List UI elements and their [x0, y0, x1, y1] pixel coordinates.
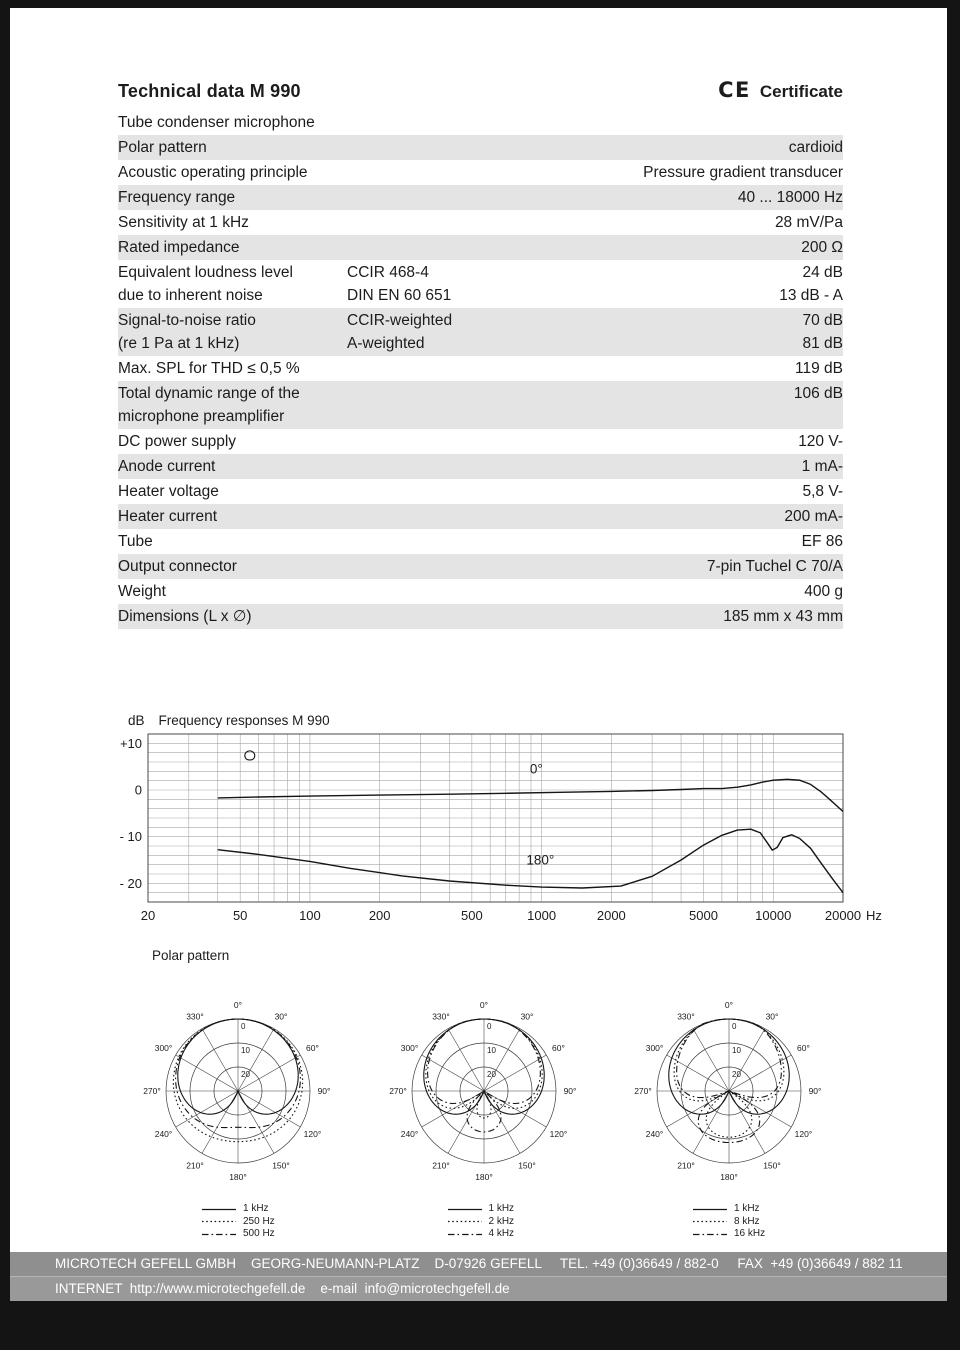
legend-item [202, 1228, 275, 1241]
legend-line-sample [202, 1218, 236, 1225]
certificate-badge [718, 78, 843, 102]
polar-ring-label: 0 [486, 1022, 491, 1031]
svg-text:330°: 330° [677, 1011, 695, 1022]
spec-value: 106 dB [793, 385, 843, 402]
svg-text:300°: 300° [154, 1043, 173, 1053]
svg-text:120°: 120° [549, 1129, 567, 1139]
freq-chart-heading [128, 713, 843, 728]
spec-value: 70 dB 81 dB [802, 312, 843, 352]
spec-condition [347, 136, 613, 159]
spec-condition [347, 430, 613, 453]
legend-line-sample [448, 1218, 482, 1225]
svg-text:210°: 210° [186, 1160, 204, 1171]
spec-label: Dimensions (L x ∅) [118, 608, 252, 625]
spec-value: 1 mA- [801, 458, 843, 475]
spec-row [118, 479, 843, 504]
svg-text:10000: 10000 [755, 908, 792, 923]
svg-text:30°: 30° [765, 1011, 779, 1022]
spec-condition [347, 605, 613, 628]
spec-row [118, 429, 843, 454]
legend-item [693, 1216, 765, 1229]
curve-label-180°: 180° [526, 852, 555, 868]
spec-label: Polar pattern [118, 139, 207, 156]
polar-ring-label: 0 [732, 1022, 737, 1031]
x-axis-labels [141, 908, 882, 923]
spec-row [118, 260, 843, 308]
svg-text:270°: 270° [634, 1086, 652, 1096]
svg-text:Hz: Hz [866, 908, 882, 923]
spec-row [118, 381, 843, 429]
polar-ring-label: 20 [486, 1070, 496, 1079]
svg-text:500: 500 [461, 908, 483, 923]
spec-row [118, 579, 843, 604]
spec-value: 7-pin Tuchel C 70/A [706, 558, 843, 575]
spec-label: Signal-to-noise ratio (re 1 Pa at 1 kHz) [118, 312, 256, 352]
polar-ring-label: 20 [732, 1070, 741, 1079]
spec-value: 40 ... 18000 Hz [737, 189, 843, 206]
svg-text:- 20: - 20 [119, 875, 142, 891]
svg-text:90°: 90° [317, 1086, 331, 1096]
spec-label: Rated impedance [118, 239, 240, 256]
response-curve-0° [218, 779, 843, 811]
spec-value: 119 dB [795, 360, 843, 377]
polar-legend [448, 1203, 515, 1241]
polar-plot [370, 971, 598, 1241]
svg-text:90°: 90° [563, 1086, 576, 1096]
legend-line-sample [448, 1206, 482, 1213]
legend-label: 8 kHz [734, 1215, 760, 1227]
svg-text:330°: 330° [431, 1011, 450, 1022]
spec-value: EF 86 [801, 533, 843, 550]
spec-condition [347, 236, 613, 259]
spec-label: Acoustic operating principle [118, 164, 308, 181]
legend-item [448, 1203, 515, 1216]
polar-legend [693, 1203, 765, 1241]
spec-condition [347, 555, 613, 578]
polar-ring-label: 10 [732, 1046, 741, 1055]
legend-label: 2 kHz [488, 1215, 515, 1227]
spec-condition [347, 186, 613, 209]
svg-text:150°: 150° [272, 1160, 290, 1171]
polar-plot [124, 971, 352, 1241]
polar-plot [615, 971, 843, 1241]
svg-text:100: 100 [299, 908, 321, 923]
certificate-label: Certificate [759, 82, 843, 101]
svg-text:1000: 1000 [527, 908, 557, 923]
spec-row [118, 529, 843, 554]
svg-text:150°: 150° [517, 1160, 536, 1171]
legend-line-sample [693, 1231, 727, 1238]
svg-text:0: 0 [134, 782, 142, 798]
polar-chart-2 [370, 971, 598, 1201]
spec-condition [347, 357, 613, 380]
curve-label-0°: 0° [529, 761, 543, 777]
spec-row [118, 235, 843, 260]
spec-condition [347, 211, 613, 234]
legend-label: 250 Hz [243, 1215, 275, 1227]
spec-condition: CCIR 468-4 DIN EN 60 651 [347, 264, 452, 304]
spec-row [118, 185, 843, 210]
product-type: Tube condenser microphone [118, 114, 315, 131]
footer-line-2: INTERNET http://www.microtechgefell.de e-mail info@microtechgefell.de [10, 1276, 947, 1301]
svg-text:180°: 180° [720, 1172, 738, 1182]
svg-text:210°: 210° [677, 1160, 695, 1171]
spec-table [118, 135, 843, 629]
spec-value: 24 dB 13 dB - A [779, 264, 843, 304]
svg-text:60°: 60° [551, 1043, 565, 1053]
legend-line-sample [448, 1231, 482, 1238]
spec-label: Heater current [118, 508, 218, 525]
svg-text:0°: 0° [724, 1000, 734, 1010]
legend-item [693, 1228, 765, 1241]
spec-row [118, 135, 843, 160]
svg-text:+10: +10 [119, 735, 142, 751]
svg-text:180°: 180° [474, 1172, 493, 1182]
legend-item [448, 1228, 515, 1241]
spec-label: Anode current [118, 458, 216, 475]
spec-condition [347, 161, 613, 184]
svg-text:210°: 210° [431, 1160, 450, 1171]
ce-mark-icon: CE [718, 78, 751, 102]
page-content [10, 8, 882, 1241]
spec-value: 200 Ω [801, 239, 843, 256]
legend-line-sample [693, 1218, 727, 1225]
spec-condition [347, 382, 613, 428]
spec-row [118, 210, 843, 235]
spec-label: Output connector [118, 558, 237, 575]
polar-pattern-charts [118, 971, 843, 1241]
polar-ring-label: 10 [486, 1046, 496, 1055]
svg-text:330°: 330° [186, 1011, 204, 1022]
svg-text:300°: 300° [645, 1043, 664, 1053]
spec-condition [347, 455, 613, 478]
spec-label: Tube [118, 533, 153, 550]
spec-value: 5,8 V- [802, 483, 843, 500]
legend-label: 1 kHz [734, 1203, 760, 1214]
spec-value: cardioid [788, 139, 843, 156]
spec-row [118, 454, 843, 479]
svg-text:180°: 180° [229, 1172, 247, 1182]
spec-label: Equivalent loudness level due to inherent noise [118, 264, 293, 304]
legend-label: 1 kHz [243, 1203, 269, 1214]
spec-value: 120 V- [798, 433, 843, 450]
legend-item [202, 1203, 275, 1216]
legend-label: 1 kHz [488, 1203, 515, 1214]
spec-label: Heater voltage [118, 483, 219, 500]
svg-text:2000: 2000 [596, 908, 626, 923]
svg-text:270°: 270° [143, 1086, 161, 1096]
spec-row [118, 308, 843, 356]
footer-line-1: MICROTECH GEFELL GMBH GEORG-NEUMANN-PLATZ D-07926 GEFELL TEL. +49 (0)36649 / 882-0 FAX +49 (0)36649 / 882 11 [10, 1252, 947, 1276]
legend-label: 500 Hz [243, 1228, 275, 1239]
svg-text:90°: 90° [808, 1086, 822, 1096]
svg-text:120°: 120° [794, 1129, 813, 1139]
svg-text:5000: 5000 [689, 908, 718, 923]
spec-condition [347, 530, 613, 553]
spec-value: Pressure gradient transducer [643, 164, 843, 181]
spec-value: 400 g [804, 583, 843, 600]
svg-text:150°: 150° [763, 1160, 781, 1171]
datasheet-page [10, 8, 947, 1301]
polar-ring-label: 20 [241, 1070, 250, 1079]
svg-text:30°: 30° [520, 1011, 533, 1022]
footer [10, 1252, 947, 1301]
svg-text:300°: 300° [400, 1043, 418, 1053]
legend-label: 4 kHz [488, 1228, 515, 1239]
polar-chart-1 [124, 971, 352, 1201]
spec-value: 28 mV/Pa [774, 214, 843, 231]
svg-text:20000: 20000 [824, 908, 862, 923]
svg-text:200: 200 [368, 908, 391, 923]
svg-text:- 10: - 10 [119, 829, 142, 845]
spec-label: Weight [118, 583, 166, 600]
polar-ring-label: 10 [241, 1046, 250, 1055]
svg-text:240°: 240° [400, 1129, 418, 1139]
svg-text:120°: 120° [303, 1129, 322, 1139]
polar-legend [202, 1203, 275, 1241]
spec-value: 185 mm x 43 mm [723, 608, 843, 625]
header [118, 78, 843, 102]
svg-text:0°: 0° [479, 1000, 488, 1010]
spec-condition: CCIR-weighted A-weighted [347, 312, 453, 352]
svg-text:60°: 60° [306, 1043, 319, 1053]
freq-chart-title: Frequency responses M 990 [158, 713, 330, 728]
spec-row [118, 356, 843, 381]
spec-label: Frequency range [118, 189, 236, 206]
spec-row [118, 504, 843, 529]
spec-row [118, 604, 843, 629]
spec-row [118, 160, 843, 185]
polar-ring-label: 0 [241, 1022, 246, 1031]
svg-text:30°: 30° [274, 1011, 288, 1022]
spec-label: Total dynamic range of the microphone preamplifier [118, 385, 300, 425]
legend-line-sample [693, 1206, 727, 1213]
spec-label: Max. SPL for THD ≤ 0,5 % [118, 360, 300, 377]
spec-condition [347, 480, 613, 503]
polar-chart-3 [615, 971, 843, 1201]
legend-item [202, 1216, 275, 1229]
svg-text:60°: 60° [797, 1043, 810, 1053]
spec-condition [347, 580, 613, 603]
polar-section-title: Polar pattern [152, 948, 230, 963]
freq-chart-ylabel: dB [128, 713, 145, 728]
page-title: Technical data M 990 [118, 81, 301, 101]
svg-text:270°: 270° [388, 1086, 407, 1096]
spec-row [118, 554, 843, 579]
spec-label: Sensitivity at 1 kHz [118, 214, 249, 231]
spec-condition [347, 505, 613, 528]
svg-text:240°: 240° [154, 1129, 173, 1139]
frequency-response-chart [118, 730, 893, 932]
svg-text:50: 50 [232, 908, 248, 923]
gefell-logo-icon [245, 751, 255, 760]
legend-item [693, 1203, 765, 1216]
y-axis-labels [120, 736, 142, 891]
legend-item [448, 1216, 515, 1229]
svg-text:20: 20 [140, 908, 156, 923]
legend-label: 16 kHz [734, 1228, 766, 1239]
spec-value: 200 mA- [784, 508, 843, 525]
spec-label: DC power supply [118, 433, 237, 450]
svg-text:0°: 0° [233, 1000, 243, 1010]
svg-text:240°: 240° [645, 1129, 664, 1139]
legend-line-sample [202, 1206, 236, 1213]
legend-line-sample [202, 1231, 236, 1238]
